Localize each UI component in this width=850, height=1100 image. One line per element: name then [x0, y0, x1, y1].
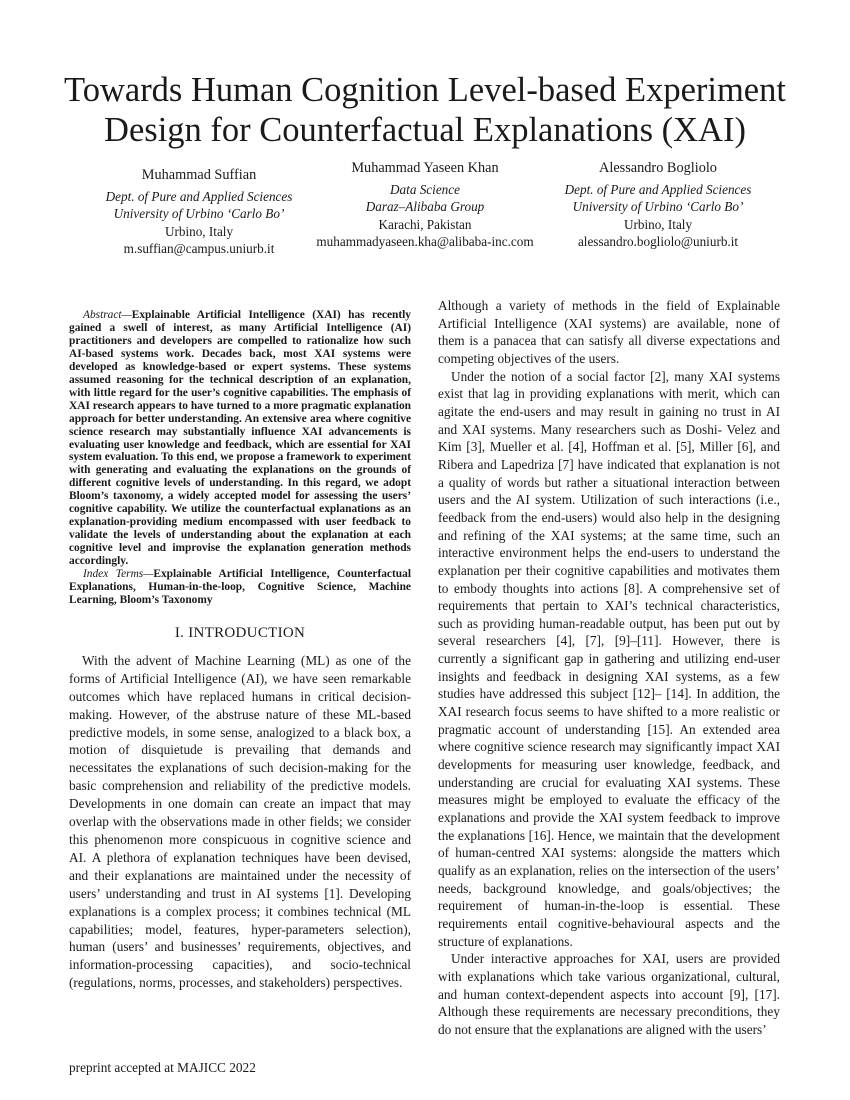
author-name: Muhammad Yaseen Khan	[351, 160, 499, 176]
author-email: muhammadyaseen.kha@alibaba-inc.com	[316, 234, 534, 249]
author-1	[94, 167, 304, 258]
author-location: Karachi, Pakistan	[378, 216, 472, 232]
right-column	[438, 297, 780, 1039]
index-terms-lead: Index Terms—	[83, 568, 154, 581]
author-email: alessandro.bogliolo@uniurb.it	[577, 234, 739, 249]
index-terms	[69, 568, 411, 607]
section-heading-introduction: I. INTRODUCTION	[174, 624, 306, 641]
abstract-text: Explainable Artificial Intelligence (XAI) has recently gained a swell of interest, as many Artificial Intelligence (AI) practitioners and developers are compelled to rationalize how such AI-based systems work. Decades back, most XAI systems were developed as knowledge-based or expert systems. These systems assumed reasoning for the technical description of an explanation, with little regard for the user’s cognitive capabilities. The emphasis of XAI research appears to have turned to a more pragmatic explanation approach for better understanding. An extensive area where cognitive science research may substantially influence XAI advancements is evaluating user knowledge and feedback, which are essential for XAI system evaluation. To this end, we propose a framework to experiment with generating and evaluating the explanations on the grounds of different cognitive levels of understanding. In this regard, we adopt Bloom’s taxonomy, a widely accepted model for assessing the users’ cognitive capability. We utilize the counterfactual explanations as an explanation-providing medium encompassed with user feedback to validate the levels of understanding about the explanation at each cognitive level and improvise the explanation generation methods accordingly.	[69, 309, 411, 568]
abstract	[69, 309, 411, 568]
author-location: Urbino, Italy	[623, 216, 693, 232]
abstract-lead: Abstract—	[83, 309, 132, 321]
author-affiliation: Data Science	[390, 181, 460, 197]
paper-title: Towards Human Cognition Level-based Experiment Design for Counterfactual Explanations (XAI)	[64, 71, 786, 149]
body-paragraph: Although a variety of methods in the field of Explainable Artificial Intelligence (XAI systems) are available, none of them is a panacea that can satisfy all diverse expectations and competing objectives of the users.	[438, 298, 780, 366]
author-name: Muhammad Suffian	[141, 167, 257, 183]
index-terms-text: Explainable Artificial Intelligence, Counterfactual Explanations, Human-in-the-loop, Cognitive Science, Machine Learning, Bloom’s Taxonomy	[69, 568, 411, 606]
author-affiliation: University of Urbino ‘Carlo Bo’	[113, 206, 285, 221]
intro-paragraph: With the advent of Machine Learning (ML) as one of the forms of Artificial Intelligence (AI), we have seen remarkable outcomes which have replaced humans in critical decision-making. However, of the abstruse nature of these ML-based predictive models, in some sense, analogized to a black box, a motion of disquietude is prevailing that demands and necessitates the explanations of such decision-making for the basic comprehension and reliability of the predictive models. Developments in one domain can create an impact that may overlap with the observations made in other fields; we consider this phenomenon more conspicuous in cognitive science and AI. A plethora of explanation techniques have been devised, and their explanations are maintained under the necessity of users’ understanding and trust in AI systems [1]. Developing explanations is a complex process; it combines technical (ML capabilities; model, features, hyper-parameters selection), human (users’ and businesses’ requirements, objectives, and information-processing capacities), and socio-technical (regulations, norms, processes, and stakeholders) perspectives.	[69, 652, 411, 991]
author-3	[553, 160, 763, 251]
author-affiliation: Dept. of Pure and Applied Sciences	[564, 181, 752, 197]
author-email: m.suffian@campus.uniurb.it	[123, 241, 275, 256]
author-affiliation: Dept. of Pure and Applied Sciences	[105, 188, 293, 204]
left-column	[69, 309, 411, 992]
author-name: Alessandro Bogliolo	[599, 160, 717, 176]
author-location: Urbino, Italy	[164, 223, 234, 239]
author-2	[305, 160, 545, 251]
author-affiliation: Daraz–Alibaba Group	[365, 199, 485, 214]
preprint-note: preprint accepted at MAJICC 2022	[69, 1060, 256, 1075]
author-affiliation: University of Urbino ‘Carlo Bo’	[572, 199, 744, 214]
body-paragraph: Under the notion of a social factor [2], many XAI systems exist that lag in providing explanations with merit, which can agitate the end-users and may result in gaining no trust in AI and XAI systems. Many researchers such as Doshi- Velez and Kim [3], Mueller et al. [4], Hoffman et al. [5], Miller [6], and Ribera and Lapedriza [7] have indicated that explanation is not a quality of words but rather a situational interaction between users and the AI system. Utilization of such interactions (i.e., feedback from the end-users) would also help in the designing and refining of the XAI systems; at the same time, such an interactive environment helps the end-users to understand the explanation per their cognitive capabilities and motivates them to embody thoughts into actions [8]. A comprehensive set of requirements that pertain to XAI’s technical characteristics, such as providing human-readable output, has been put out by several researchers [4], [7], [9]–[11]. However, there is currently a significant gap in gathering and utilizing end-user insights and feedback in designing XAI systems, as a few studies have addressed this subject [12]– [14]. In addition, the XAI research focus seems to have shifted to a more realistic or pragmatic account of understanding [15]. An extended area where cognitive science research may significantly impact XAI developments for measuring user knowledge, feedback, and understanding are crucial for evaluating XAI systems. These measures might be employed to evaluate the efficacy of the explanations and provide the XAI system feedback to improve the explanations [16]. Hence, we maintain that the development of human-centred XAI systems: alongside the matters which qualify as an explanation, relies on the intersection of the users’ needs, background knowledge, and goals/objectives; the requirement of human-in-the-loop is essential. These requirements entail cognitive-behavioural aspects and the structure of explanations.	[438, 368, 780, 949]
body-paragraph: Under interactive approaches for XAI, users are provided with explanations which take various organizational, cultural, and human context-dependent aspects into account [9], [17]. Although these requirements are necessary preconditions, they do not ensure that the explanations are aligned with the users’	[438, 951, 780, 1037]
